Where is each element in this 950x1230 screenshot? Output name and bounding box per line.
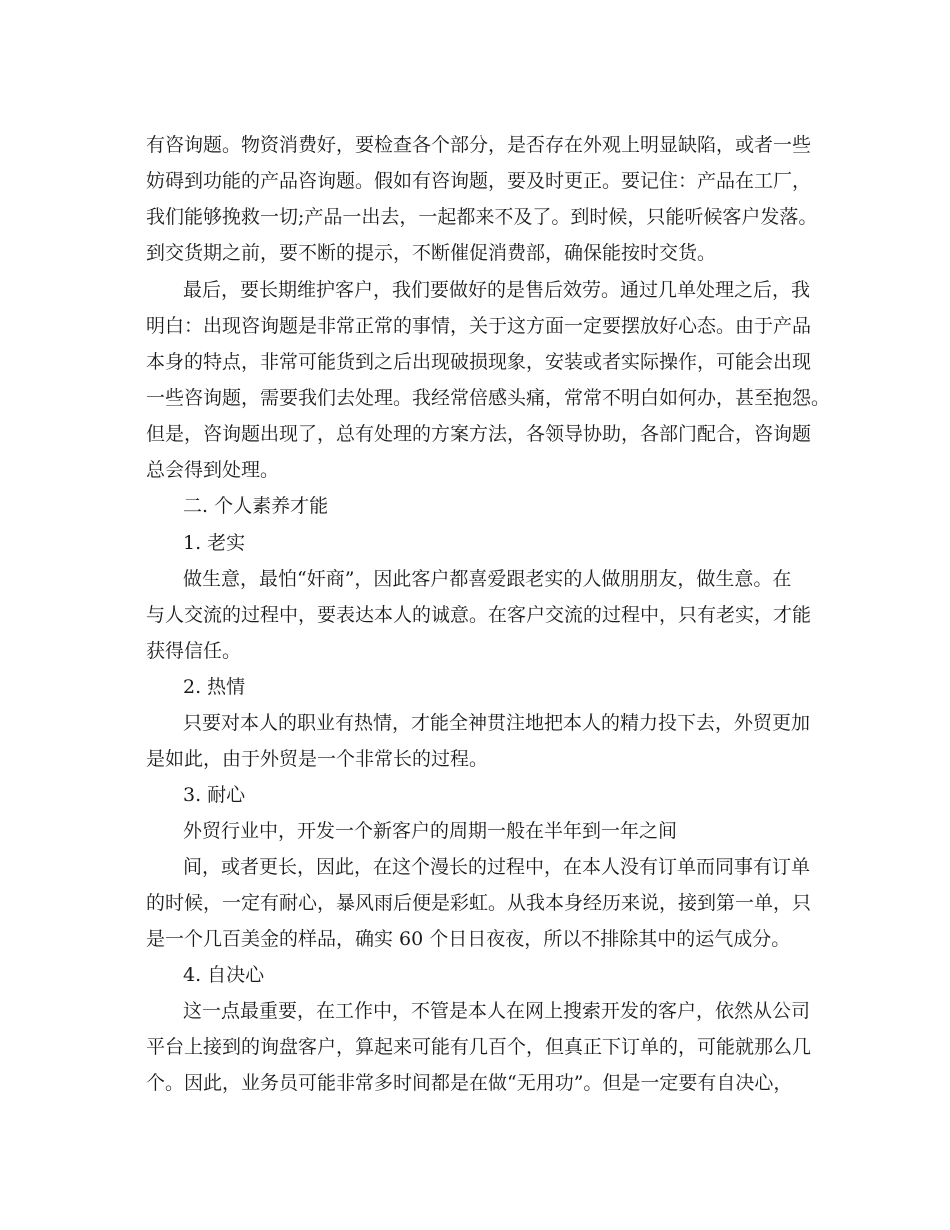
text-line: 是一个几百美金的样品，确实 60 个日日夜夜，所以不排除其中的运气成分。 xyxy=(146,928,791,950)
text-line: 只要对本人的职业有热情，才能全神贯注地把本人的精力投下去，外贸更加 xyxy=(183,712,811,734)
text-line: 我们能够挽救一切;产品一出去，一起都来不及了。到时候，只能听候客户发落。 xyxy=(146,206,818,228)
text-line: 这一点最重要，在工作中，不管是本人在网上搜索开发的客户，依然从公司 xyxy=(183,1000,811,1022)
text-line: 获得信任。 xyxy=(146,640,242,662)
text-line: 与人交流的过程中，要表达本人的诚意。在客户交流的过程中，只有老实，才能 xyxy=(146,604,812,626)
text-line: 最后，要长期维护客户，我们要做好的是售后效劳。通过几单处理之后，我 xyxy=(183,279,811,301)
subsection-heading: 1. 老实 xyxy=(183,532,246,554)
text-line: 一些咨询题，需要我们去处理。我经常倍感头痛，常常不明白如何办，甚至抱怨。 xyxy=(146,387,831,409)
text-line: 平台上接到的询盘客户，算起来可能有几百个，但真正下订单的，可能就那么几 xyxy=(146,1036,812,1058)
text-line: 的时候，一定有耐心，暴风雨后便是彩虹。从我本身经历来说，接到第一单，只 xyxy=(146,892,812,914)
subsection-heading: 3. 耐心 xyxy=(183,784,246,806)
text-line: 本身的特点，非常可能货到之后出现破损现象，安装或者实际操作，可能会出现 xyxy=(146,351,812,373)
section-heading: 二. 个人素养才能 xyxy=(183,495,329,517)
text-line: 做生意，最怕“奸商”，因此客户都喜爱跟老实的人做朋朋友，做生意。在 xyxy=(183,568,792,590)
text-line: 到交货期之前，要不断的提示，不断催促消费部，确保能按时交货。 xyxy=(146,242,717,264)
subsection-heading: 4. 自决心 xyxy=(183,964,265,986)
text-line: 间，或者更长，因此，在这个漫长的过程中，在本人没有订单而同事有订单 xyxy=(183,856,811,878)
text-line: 是如此，由于外贸是一个非常长的过程。 xyxy=(146,748,489,770)
text-line: 个。因此，业务员可能非常多时间都是在做“无用功”。但是一定要有自决心， xyxy=(146,1072,793,1094)
subsection-heading: 2. 热情 xyxy=(183,676,246,698)
text-line: 总会得到处理。 xyxy=(146,459,280,481)
text-line: 外贸行业中，开发一个新客户的周期一般在半年到一年之间 xyxy=(183,820,678,842)
text-line: 明白：出现咨询题是非常正常的事情，关于这方面一定要摆放好心态。由于产品 xyxy=(146,315,812,337)
text-line: 但是，咨询题出现了，总有处理的方案方法，各领导协助，各部门配合，咨询题 xyxy=(146,423,812,445)
text-line: 有咨询题。物资消费好，要检查各个部分，是否存在外观上明显缺陷，或者一些 xyxy=(146,134,812,156)
text-line: 妨碍到功能的产品咨询题。假如有咨询题，要及时更正。要记住：产品在工厂， xyxy=(146,170,812,192)
